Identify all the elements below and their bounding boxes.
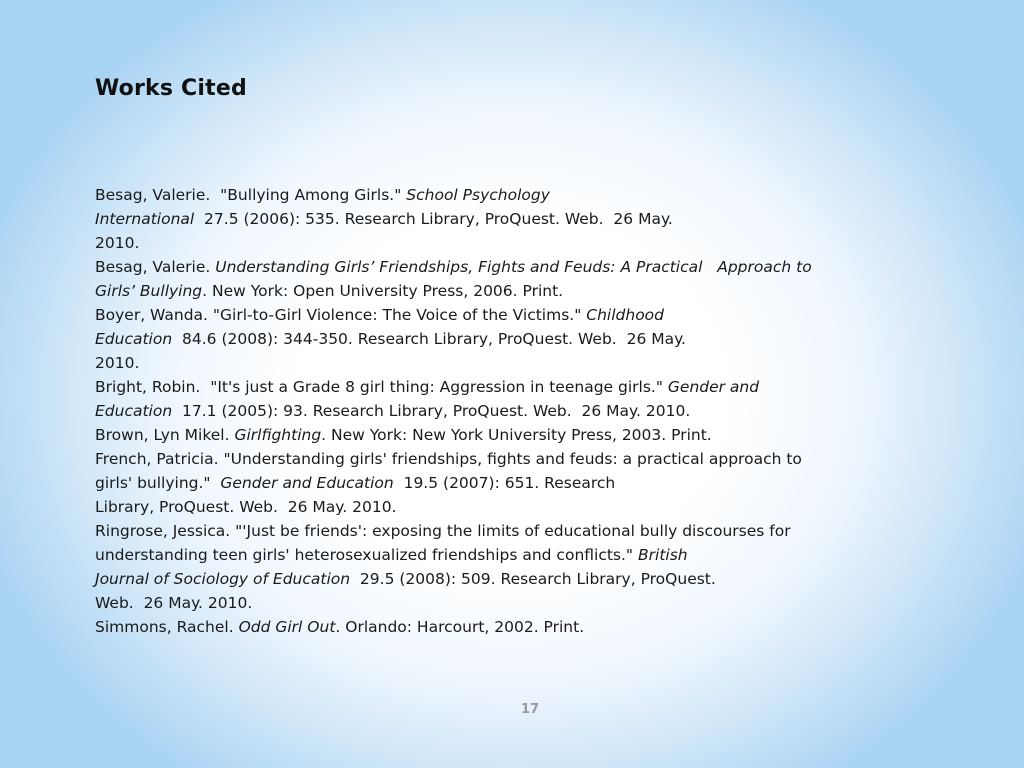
citation-line bbox=[95, 231, 935, 255]
citation-entry bbox=[95, 303, 935, 375]
citation-line bbox=[95, 567, 935, 591]
citation-text: 27.5 (2006): 535. Research Library, ProQuest. Web. 26 May. bbox=[194, 210, 673, 228]
citation-line bbox=[95, 375, 935, 399]
citation-line bbox=[95, 471, 935, 495]
citation-entry bbox=[95, 447, 935, 519]
citation-title-text: Childhood bbox=[586, 306, 665, 324]
citation-text: 2010. bbox=[95, 234, 140, 252]
page-number: 17 bbox=[520, 702, 540, 717]
citation-line bbox=[95, 279, 935, 303]
citation-entry bbox=[95, 183, 935, 255]
citation-title-text: Gender and bbox=[667, 378, 760, 396]
citation-line bbox=[95, 615, 935, 639]
citation-entry bbox=[95, 615, 935, 639]
citation-title-text: Education bbox=[95, 330, 173, 348]
citation-line bbox=[95, 255, 935, 279]
citation-entry bbox=[95, 255, 935, 303]
citation-line bbox=[95, 447, 935, 471]
citation-text: . Orlando: Harcourt, 2002. Print. bbox=[335, 618, 585, 636]
citation-text: girls' bullying." bbox=[95, 474, 221, 492]
citation-line bbox=[95, 543, 935, 567]
citation-title-text: Journal of Sociology of Education bbox=[95, 570, 351, 588]
citation-line bbox=[95, 303, 935, 327]
citation-line bbox=[95, 591, 935, 615]
citation-text: 29.5 (2008): 509. Research Library, ProQuest. bbox=[350, 570, 716, 588]
citation-title-text: Odd Girl Out bbox=[238, 618, 336, 636]
citation-text: 19.5 (2007): 651. Research bbox=[393, 474, 616, 492]
citation-text: Ringrose, Jessica. "'Just be friends': exposing the limits of educational bully discourses for bbox=[95, 522, 791, 540]
citation-entry bbox=[95, 375, 935, 423]
citation-text: understanding teen girls' heterosexualized friendships and conflicts." bbox=[95, 546, 638, 564]
citation-title-text: Girlfighting bbox=[234, 426, 322, 444]
citation-title-text: Gender and Education bbox=[220, 474, 394, 492]
works-cited-list bbox=[95, 183, 935, 639]
citation-text: . New York: Open University Press, 2006. Print. bbox=[202, 282, 564, 300]
citation-line bbox=[95, 399, 935, 423]
citation-line bbox=[95, 495, 935, 519]
citation-text: Bright, Robin. "It's just a Grade 8 girl thing: Aggression in teenage girls." bbox=[95, 378, 668, 396]
citation-text: Besag, Valerie. "Bullying Among Girls." bbox=[95, 186, 407, 204]
citation-text: Simmons, Rachel. bbox=[95, 618, 239, 636]
citation-title-text: British bbox=[638, 546, 688, 564]
citation-entry bbox=[95, 519, 935, 615]
citation-text: 84.6 (2008): 344-350. Research Library, ProQuest. Web. 26 May. bbox=[172, 330, 686, 348]
citation-title-text: Understanding Girls’ Friendships, Fights and Feuds: A Practical Approach to bbox=[215, 258, 812, 276]
citation-text: Brown, Lyn Mikel. bbox=[95, 426, 235, 444]
citation-title-text: Girls’ Bullying bbox=[95, 282, 203, 300]
citation-text: Web. 26 May. 2010. bbox=[95, 594, 253, 612]
citation-line bbox=[95, 183, 935, 207]
citation-text: 2010. bbox=[95, 354, 140, 372]
citation-line bbox=[95, 351, 935, 375]
citation-title-text: School Psychology bbox=[406, 186, 550, 204]
citation-line bbox=[95, 519, 935, 543]
citation-text: Besag, Valerie. bbox=[95, 258, 216, 276]
citation-line bbox=[95, 423, 935, 447]
citation-text: . New York: New York University Press, 2003. Print. bbox=[321, 426, 712, 444]
citation-line bbox=[95, 327, 935, 351]
citation-text: Boyer, Wanda. "Girl-to-Girl Violence: The Voice of the Victims." bbox=[95, 306, 587, 324]
citation-text: French, Patricia. "Understanding girls' friendships, fights and feuds: a practical approach to bbox=[95, 450, 802, 468]
citation-entry bbox=[95, 423, 935, 447]
citation-text: 17.1 (2005): 93. Research Library, ProQuest. Web. 26 May. 2010. bbox=[172, 402, 691, 420]
slide-title: Works Cited bbox=[95, 76, 247, 101]
citation-text: Library, ProQuest. Web. 26 May. 2010. bbox=[95, 498, 397, 516]
citation-title-text: International bbox=[95, 210, 195, 228]
citation-title-text: Education bbox=[95, 402, 173, 420]
citation-line bbox=[95, 207, 935, 231]
